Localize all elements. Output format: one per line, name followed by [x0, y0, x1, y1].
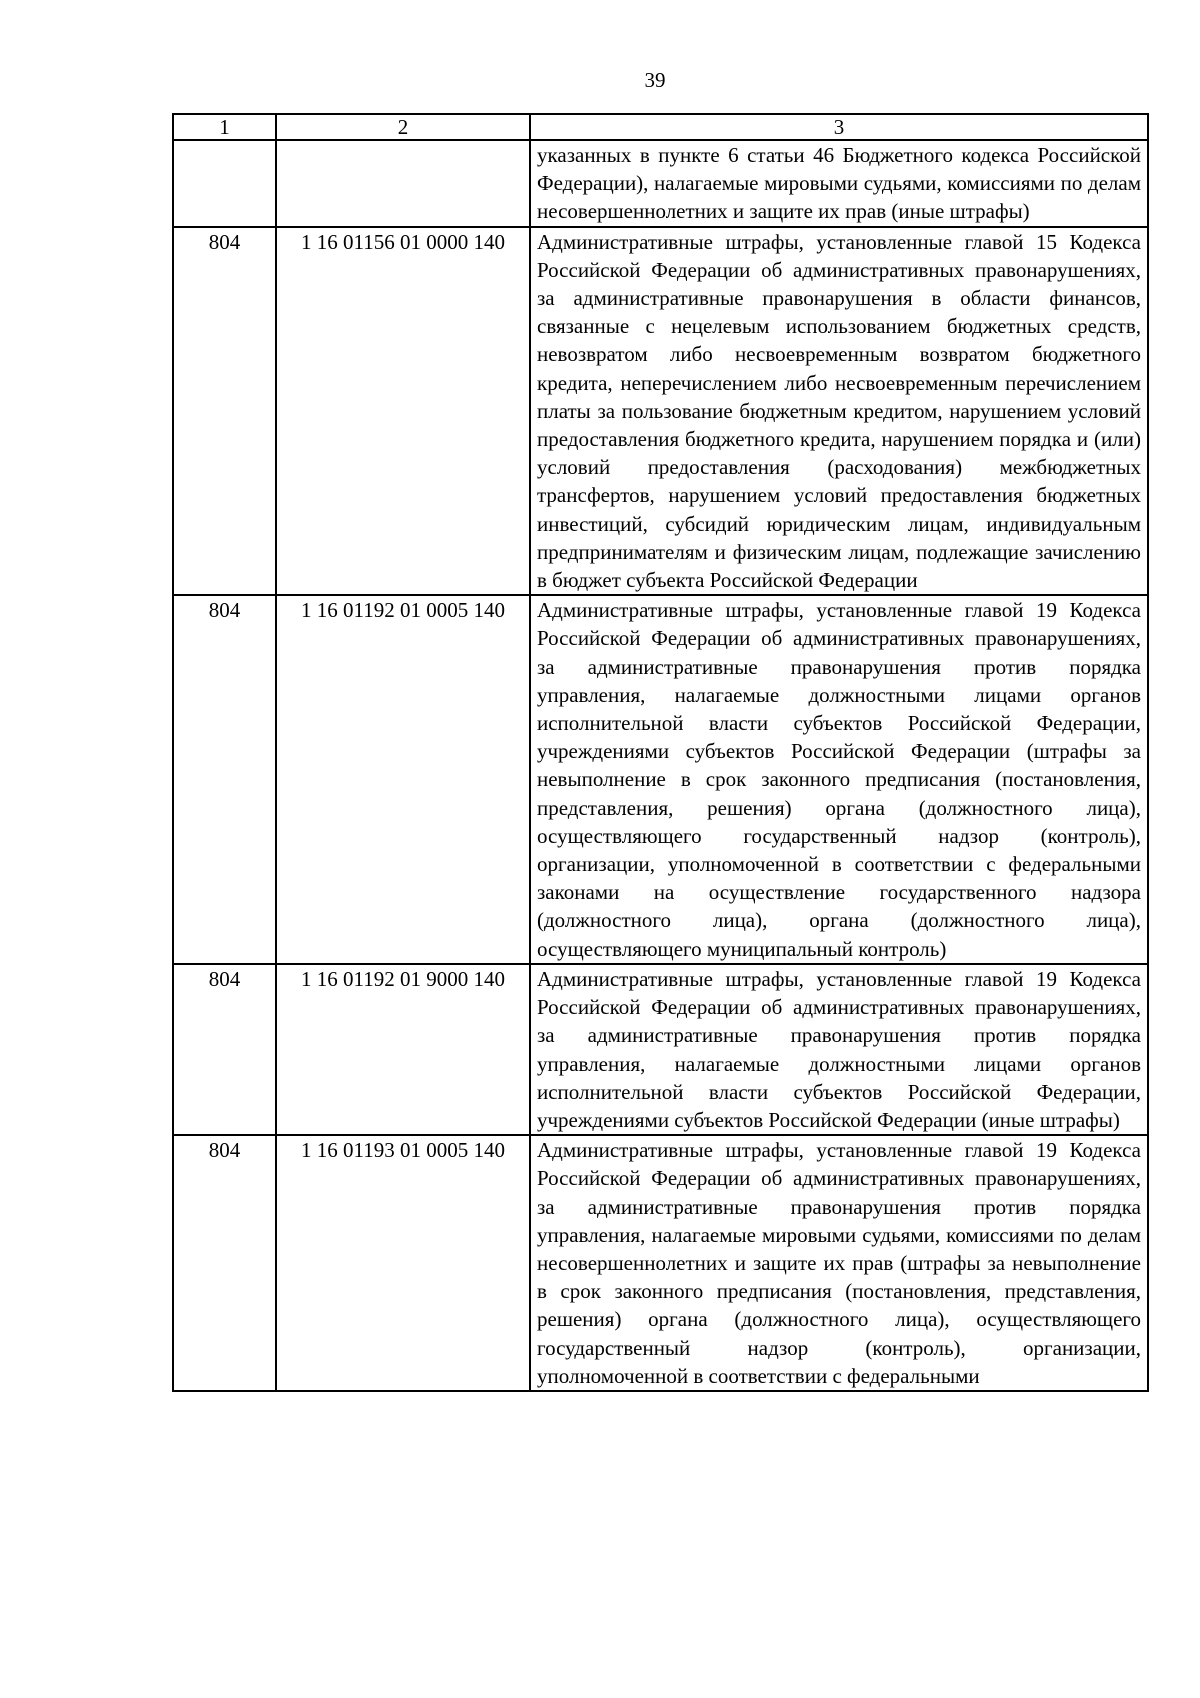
- description-cell: Административные штрафы, установленные главой 19 Кодекса Российской Федерации об административных правонарушениях, за административные правонарушения против порядка управления, налагаемые должностными лицами органов исполнительной власти субъектов Российской Федерации, учреждениями субъектов Российской Федерации (иные штрафы): [530, 964, 1148, 1135]
- budget-code-cell: [276, 140, 530, 227]
- description-cell: указанных в пункте 6 статьи 46 Бюджетного кодекса Российской Федерации), налагаемые мировыми судьями, комиссиями по делам несовершеннолетних и защите их прав (иные штрафы): [530, 140, 1148, 227]
- admin-code-cell: [173, 140, 276, 227]
- codes-table: [172, 113, 1149, 1392]
- description-cell: Административные штрафы, установленные главой 15 Кодекса Российской Федерации об административных правонарушениях, за административные правонарушения в области финансов, связанные с нецелевым использованием бюджетных средств, невозвратом либо несвоевременным возвратом бюджетного кредита, неперечислением либо несвоевременным перечислением платы за пользование бюджетным кредитом, нарушением условий предоставления бюджетного кредита, нарушением порядка и (или) условий предоставления (расходования) межбюджетных трансфертов, нарушением условий предоставления бюджетных инвестиций, субсидий юридическим лицам, индивидуальным предпринимателям и физическим лицам, подлежащие зачислению в бюджет субъекта Российской Федерации: [530, 227, 1148, 596]
- admin-code-cell: 804: [173, 1135, 276, 1391]
- budget-code-cell: 1 16 01193 01 0005 140: [276, 1135, 530, 1391]
- table-header-row: [173, 114, 1148, 140]
- budget-code-cell: 1 16 01156 01 0000 140: [276, 227, 530, 596]
- budget-code-cell: 1 16 01192 01 9000 140: [276, 964, 530, 1135]
- admin-code-cell: 804: [173, 595, 276, 964]
- table-row: [173, 1135, 1148, 1391]
- budget-code-cell: 1 16 01192 01 0005 140: [276, 595, 530, 964]
- table-row: [173, 227, 1148, 596]
- page-number: 39: [644, 68, 666, 92]
- description-cell: Административные штрафы, установленные главой 19 Кодекса Российской Федерации об административных правонарушениях, за административные правонарушения против порядка управления, налагаемые должностными лицами органов исполнительной власти субъектов Российской Федерации, учреждениями субъектов Российской Федерации (штрафы за невыполнение в срок законного предписания (постановления, представления, решения) органа (должностного лица), осуществляющего государственный надзор (контроль), организации, уполномоченной в соответствии с федеральными законами на осуществление государственного надзора (должностного лица), органа (должностного лица), осуществляющего муниципальный контроль): [530, 595, 1148, 964]
- description-cell: Административные штрафы, установленные главой 19 Кодекса Российской Федерации об административных правонарушениях, за административные правонарушения против порядка управления, налагаемые мировыми судьями, комиссиями по делам несовершеннолетних и защите их прав (штрафы за невыполнение в срок законного предписания (постановления, представления, решения) органа (должностного лица), осуществляющего государственный надзор (контроль), организации, уполномоченной в соответствии с федеральными: [530, 1135, 1148, 1391]
- header-col-1: 1: [173, 114, 276, 140]
- header-col-3: 3: [530, 114, 1148, 140]
- header-col-2: 2: [276, 114, 530, 140]
- table-row: [173, 964, 1148, 1135]
- table-row: [173, 595, 1148, 964]
- admin-code-cell: 804: [173, 964, 276, 1135]
- admin-code-cell: 804: [173, 227, 276, 596]
- table-row: [173, 140, 1148, 227]
